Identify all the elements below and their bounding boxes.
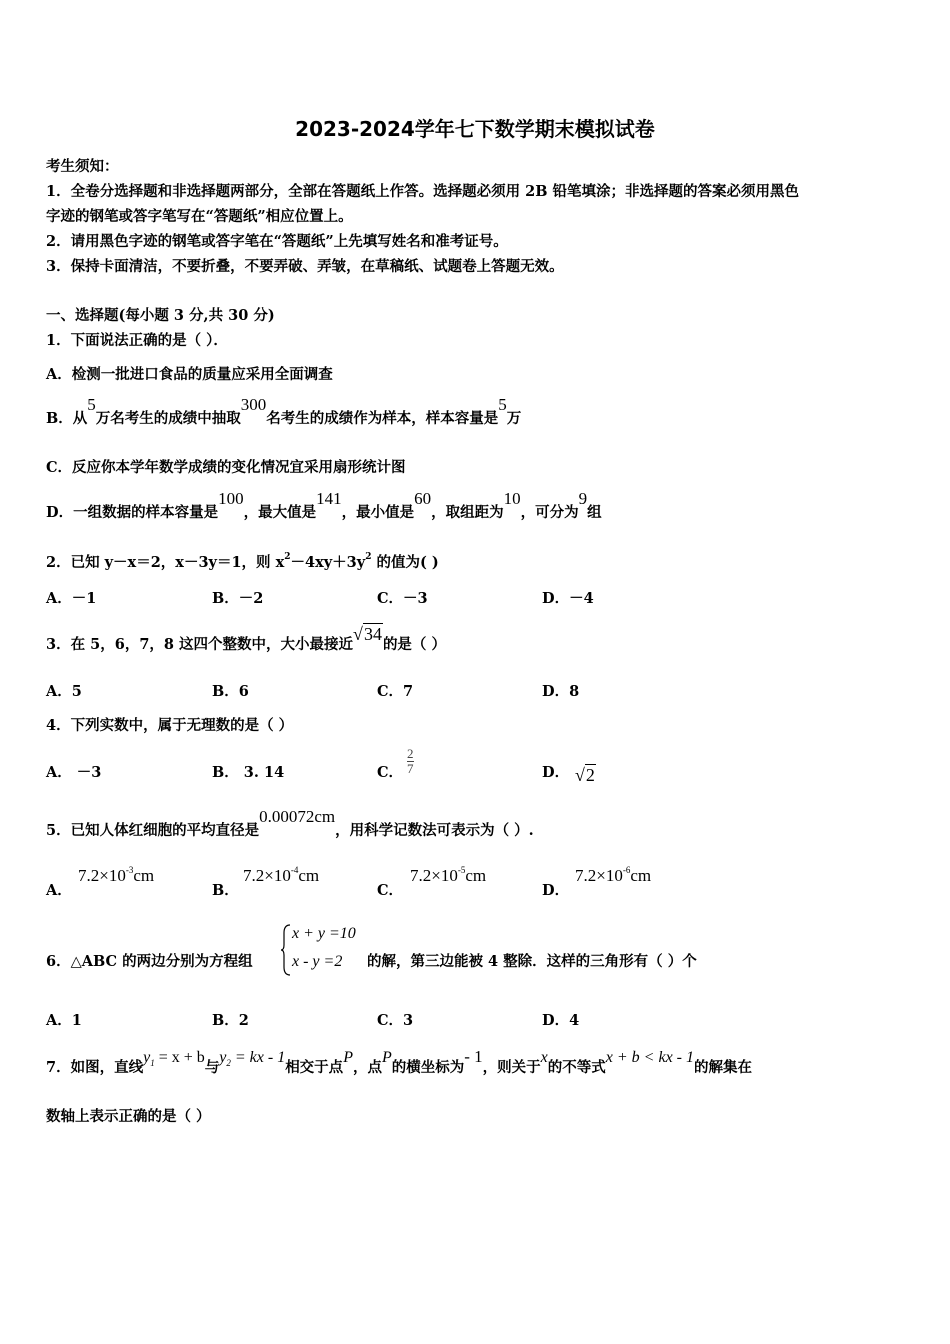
question-7-line-2: 数轴上表示正确的是（ ）: [46, 1108, 211, 1125]
notice-line-2: 2．请用黑色字迹的钢笔或答字笔在“答题纸”上先填写姓名和准考证号。: [46, 233, 508, 250]
system-brace: [280, 923, 292, 977]
q6-option-b: B．2: [212, 1012, 249, 1029]
q1-option-c: C．反应你本学年数学成绩的变化情况宜采用扇形统计图: [46, 459, 406, 476]
q4-option-c: C．: [377, 764, 404, 781]
q3-option-b: B．6: [212, 683, 249, 700]
question-3-stem: 3．在 5，6，7，8 这四个整数中，大小最接近√34的是（ ）: [46, 624, 446, 653]
equation-2: x - y =2: [292, 953, 343, 970]
equation-1: x + y =10: [292, 925, 356, 942]
q6-option-a: A．1: [46, 1012, 82, 1029]
q5-b-value: $7.2\times 10^{-4}cm$: [243, 865, 320, 885]
page-title: 2023-2024学年七下数学期末模拟试卷: [295, 117, 655, 141]
sqrt-2: √2: [575, 765, 595, 785]
question-7-stem: 7．如图，直线$y_1 = x + b$与$y_2$ = kx - 1相交于点P，点P的横坐标为- 1，则关于x的不等式x + b < kx - 1的解集在: [46, 1047, 753, 1076]
q1-option-d: D．一组数据的样本容量是100，最大值是141，最小值是60，取组距为10，可分为9组: [46, 489, 602, 521]
q1-option-b: B．从5万名考生的成绩中抽取300名考生的成绩作为样本，样本容量是5万: [46, 395, 522, 427]
q5-option-d: D．: [542, 882, 570, 899]
q2-option-d: D．－4: [542, 590, 594, 607]
question-4-stem: 4．下列实数中，属于无理数的是（ ）: [46, 717, 294, 734]
q1-option-a: A．检测一批进口食品的质量应采用全面调查: [46, 366, 333, 383]
section-heading: 一、选择题(每小题 3 分,共 30 分): [46, 307, 275, 324]
question-2-stem: 2．已知 y－x＝2，x－3y＝1，则 $x^2-4xy+3y^2$ 的值为( ): [46, 552, 439, 571]
q6-option-d: D．4: [542, 1012, 580, 1029]
q5-option-c: C．: [377, 882, 404, 899]
notice-line-1: 1．全卷分选择题和非选择题两部分，全部在答题纸上作答。选择题必须用 2B 铅笔填涂；非选择题的答案必须用黑色: [46, 183, 800, 200]
q2-option-c: C．－3: [377, 590, 428, 607]
q2-option-a: A．－1: [46, 590, 97, 607]
q4-option-a: A． －3: [46, 764, 102, 781]
q3-option-c: C．7: [377, 683, 414, 700]
question-5-stem: 5．已知人体红细胞的平均直径是0.00072cm，用科学记数法可表示为（ ）.: [46, 807, 534, 839]
q6-option-c: C．3: [377, 1012, 414, 1029]
question-6-stem-pre: 6．△ABC 的两边分别为方程组: [46, 953, 253, 970]
notice-heading: 考生须知：: [46, 158, 119, 175]
notice-line-1b: 字迹的钢笔或答字笔写在“答题纸”相应位置上。: [46, 208, 353, 225]
q4-option-d: D．: [542, 764, 570, 781]
q4-option-b: B． 3. 14: [212, 764, 285, 781]
q3-option-a: A．5: [46, 683, 82, 700]
q3-option-d: D．8: [542, 683, 580, 700]
q2-option-b: B．－2: [212, 590, 264, 607]
notice-line-3: 3．保持卡面清洁，不要折叠，不要弄破、弄皱，在草稿纸、试题卷上答题无效。: [46, 258, 564, 275]
question-1-stem: 1．下面说法正确的是（ ）．: [46, 332, 228, 349]
q5-a-value: $7.2\times 10^{-3}cm$: [78, 865, 155, 885]
q5-c-value: $7.2\times 10^{-5}cm$: [410, 865, 487, 885]
q5-option-b: B．: [212, 882, 239, 899]
fraction-2-7: $\frac{2}{7}$: [407, 746, 414, 776]
question-6-stem-end: 的解，第三边能被 4 整除．这样的三角形有（ ）个: [367, 953, 697, 970]
sqrt-34: √34: [353, 624, 382, 644]
q5-option-a: A．: [46, 882, 72, 899]
q5-d-value: $7.2\times 10^{-6}cm$: [575, 865, 652, 885]
